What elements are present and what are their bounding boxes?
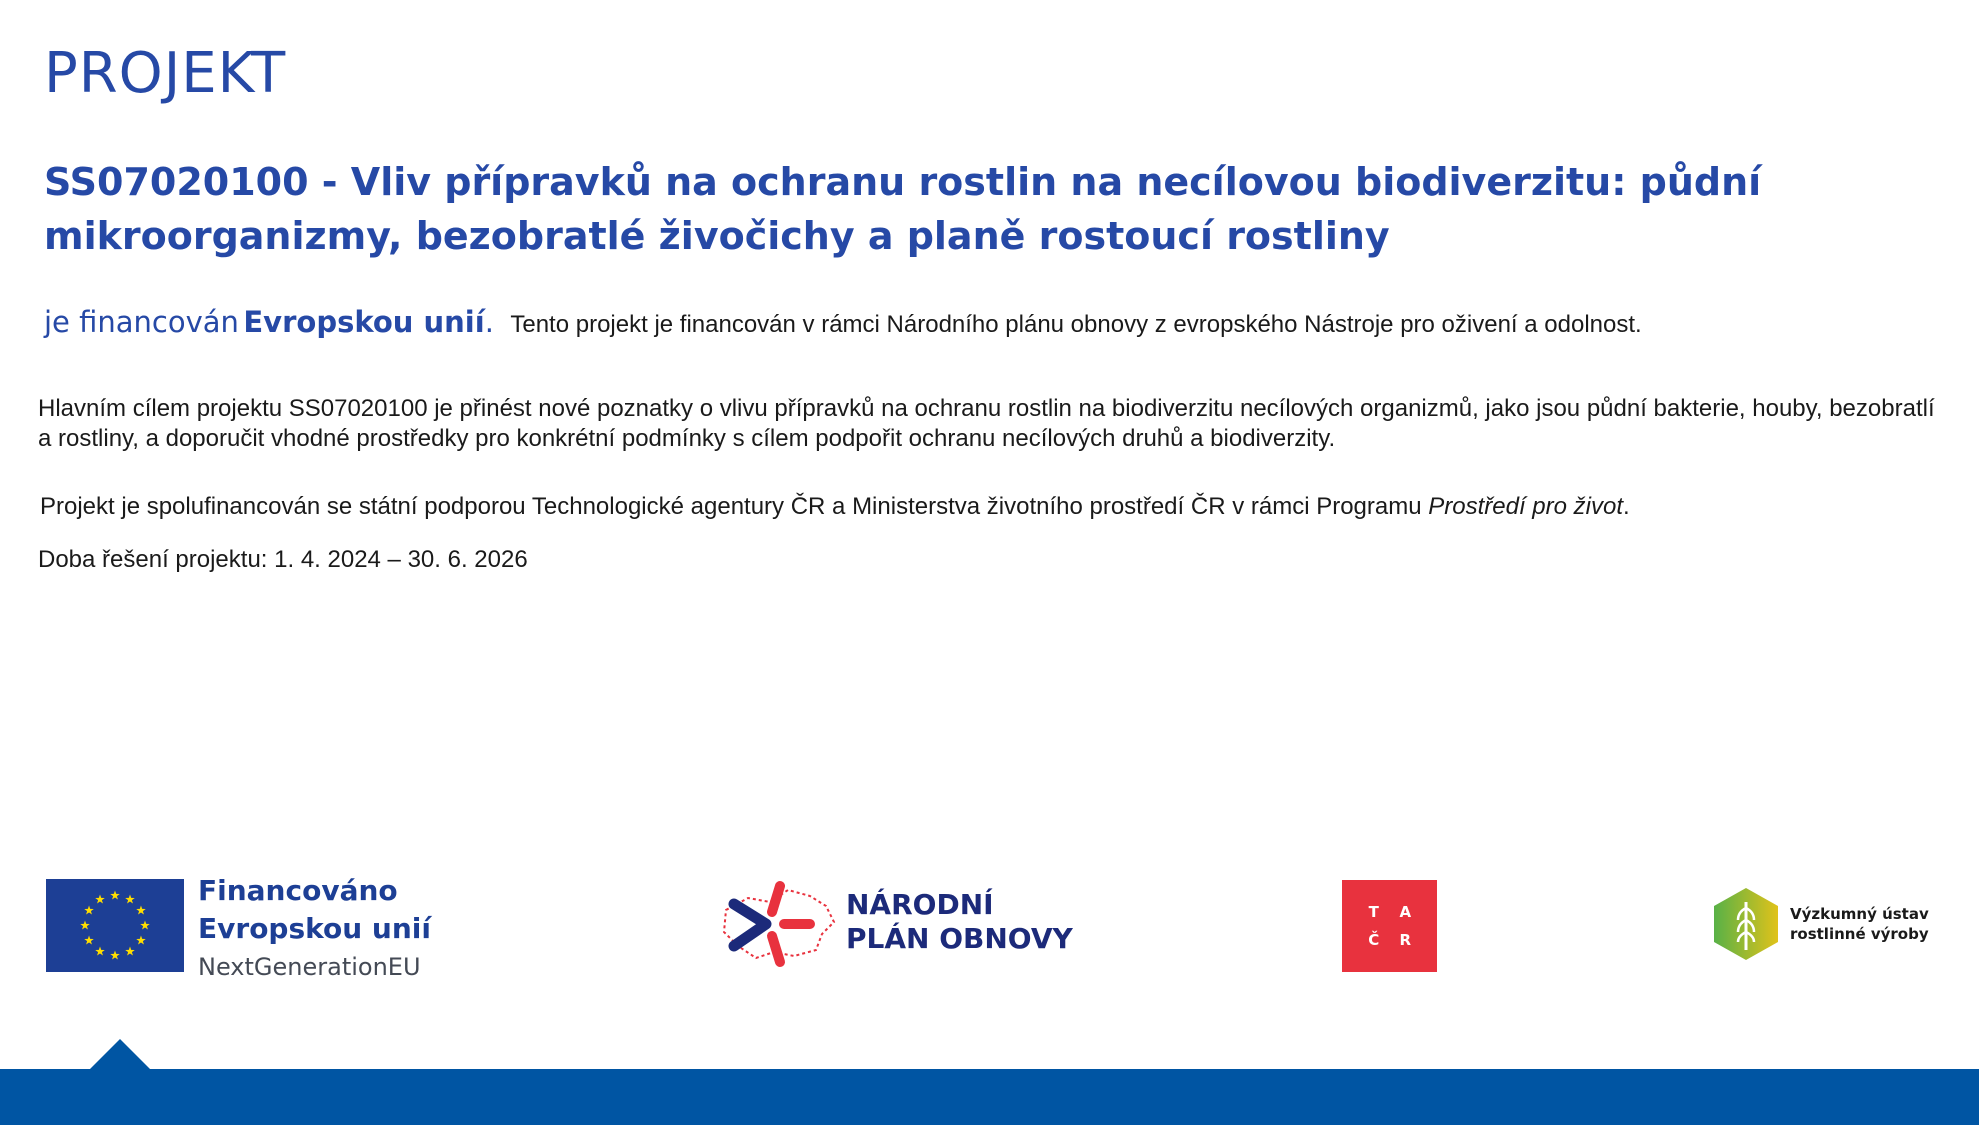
eu-star (136, 936, 146, 945)
eu-star (84, 906, 94, 915)
cofunding-prefix: Projekt je spolufinancován se státní podporou Technologické agentury ČR a Ministerstva životního prostředí ČR v rámci Programu (40, 493, 1429, 520)
tacr-logo (1342, 880, 1437, 972)
eu-star (136, 906, 146, 915)
eu-star (95, 895, 105, 904)
footer-bar (0, 1069, 1979, 1125)
npo-mark-icon (718, 872, 838, 977)
tacr-letter-r: R (1399, 931, 1412, 949)
funding-prefix: je financován (44, 305, 239, 339)
funding-line (44, 300, 1642, 350)
eu-star (110, 891, 120, 900)
vurv-logo-text (1790, 904, 1929, 944)
npo-logo-text (846, 888, 1073, 956)
eu-logo-line1: Financováno (198, 874, 398, 907)
project-goal: Hlavním cílem projektu SS07020100 je přinést nové poznatky o vlivu přípravků na ochranu rostlin na biodiverzitu necílových organizmů, jako jsou půdní bakterie, houby, bezobratlí a rostliny, a doporučit vhodné prostředky pro konkrétní podmínky s cílem podpořit ochranu necílových druhů a biodiverzity. (38, 395, 1935, 452)
footer-notch (90, 1039, 150, 1069)
funding-note: Tento projekt je financován v rámci Národního plánu obnovy z evropského Nástroje pro oživení a odolnost. (510, 311, 1642, 338)
vurv-logo-line2: rostlinné výroby (1790, 925, 1929, 943)
page-heading: PROJEKT (44, 41, 287, 106)
eu-logo-line3: NextGenerationEU (198, 953, 421, 981)
tacr-letter-t: T (1368, 903, 1379, 921)
project-title: SS07020100 - Vliv přípravků na ochranu rostlin na necílovou biodiverzitu: půdní mikroorganizmy, bezobratlé živočichy a planě rostoucí rostliny (44, 160, 1762, 258)
tacr-letter-a: A (1399, 903, 1412, 921)
npo-logo-line1: NÁRODNÍ (846, 888, 994, 921)
eu-star (80, 921, 90, 930)
eu-star (125, 895, 135, 904)
funding-emphasis: Evropskou unií (243, 305, 485, 339)
eu-star (125, 946, 135, 955)
vurv-logo-line1: Výzkumný ústav (1790, 905, 1929, 923)
cofunding-suffix: . (1623, 493, 1630, 520)
eu-star (95, 946, 105, 955)
cofunding-program: Prostředí pro život (1428, 493, 1623, 520)
eu-logo-line2: Evropskou unií (198, 912, 431, 945)
npo-logo-line2: PLÁN OBNOVY (846, 922, 1073, 955)
eu-star (140, 921, 150, 930)
eu-flag-icon (46, 879, 184, 972)
eu-star (84, 936, 94, 945)
tacr-letter-c: Č (1368, 931, 1380, 949)
wheat-hexagon-icon (1712, 886, 1780, 962)
eu-stars-icon (46, 879, 184, 972)
cofunding-statement (40, 492, 1940, 522)
funding-dot: . (484, 305, 494, 339)
project-duration: Doba řešení projektu: 1. 4. 2024 – 30. 6. 2026 (38, 546, 528, 573)
eu-star (110, 951, 120, 960)
eu-logo-text (198, 872, 431, 986)
